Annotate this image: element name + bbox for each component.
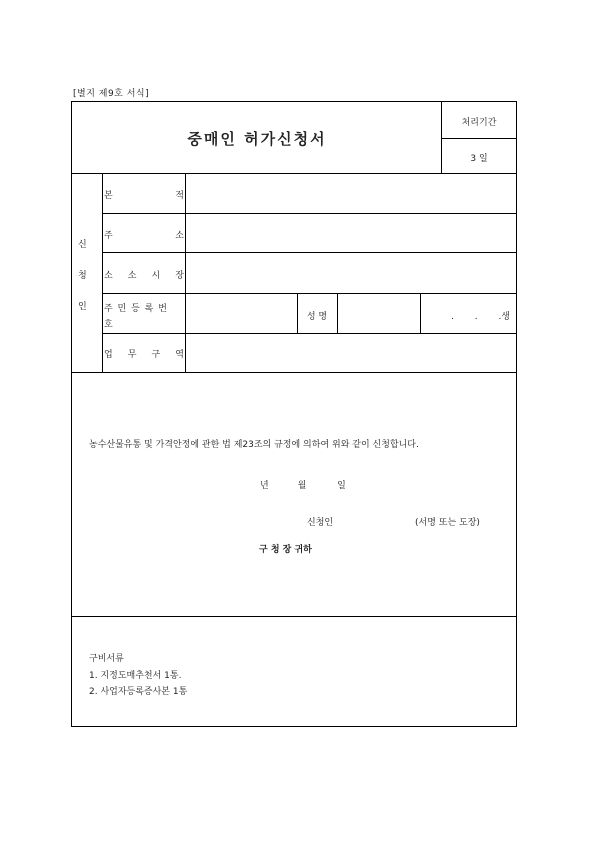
date-line: [260, 478, 346, 491]
date-year: 년: [260, 481, 269, 491]
form-title: 중매인 허가신청서: [187, 130, 327, 148]
domicile-label: [104, 188, 184, 201]
market-char: 시: [151, 271, 161, 281]
domicile-char: 본: [104, 191, 113, 201]
date-month: 월: [297, 481, 307, 491]
attachment-item: 2. 사업자등록증사본 1통: [89, 687, 188, 697]
address-char: 소: [175, 231, 184, 241]
business-area-char: 무: [127, 350, 137, 360]
address-field[interactable]: [186, 214, 516, 251]
address-char: 주: [104, 231, 113, 241]
applicant-signature-label: 신청인: [307, 518, 334, 528]
date-day: 일: [337, 481, 346, 491]
application-statement: 농수산물유통 및 가격안정에 관한 법 제23조의 규정에 의하여 위와 같이 신청합니다.: [89, 440, 419, 450]
address-label: [104, 228, 184, 241]
signature-or-seal: (서명 또는 도장): [415, 518, 480, 528]
section-bottom-line: [71, 372, 517, 373]
resident-number-field[interactable]: [186, 294, 296, 332]
row-line-3: [102, 293, 517, 294]
applicant-label-char-2: 청: [78, 271, 87, 281]
market-char: 소: [127, 271, 137, 281]
name-col-divider-c: [420, 293, 421, 333]
business-area-char: 역: [175, 350, 184, 360]
applicant-label-char-1: 신: [78, 240, 87, 250]
processing-period-label: 처리기간: [461, 118, 497, 128]
business-area-char: 업: [104, 350, 113, 360]
form-number: [별지 제9호 서식]: [73, 89, 150, 99]
addressee: 구 청 장 귀하: [259, 545, 312, 555]
business-area-label: [104, 347, 184, 360]
attachment-item: 1. 지정도매추천서 1통.: [89, 671, 182, 681]
name-label: 성 명: [306, 312, 328, 322]
applicant-label-char-3: 인: [78, 302, 87, 312]
attachments-heading: 구비서류: [89, 654, 124, 664]
business-area-char: 구: [151, 350, 161, 360]
market-char: 장: [175, 271, 184, 281]
market-label: [104, 268, 184, 281]
processing-period-value: 3 일: [470, 154, 488, 164]
market-char: 소: [104, 271, 113, 281]
applicant-column-divider: [102, 173, 103, 373]
name-field[interactable]: [338, 294, 419, 332]
business-area-field[interactable]: [186, 334, 516, 371]
birth-date-field[interactable]: . . .생: [451, 312, 510, 322]
resident-number-label-line2: 호: [104, 320, 113, 330]
domicile-field[interactable]: [186, 174, 516, 212]
resident-number-label-line1: 주 민 등 록 번: [104, 304, 168, 314]
attachments-top-line: [71, 616, 517, 617]
market-field[interactable]: [186, 253, 516, 292]
domicile-char: 적: [175, 191, 184, 201]
processing-divider: [441, 138, 517, 139]
